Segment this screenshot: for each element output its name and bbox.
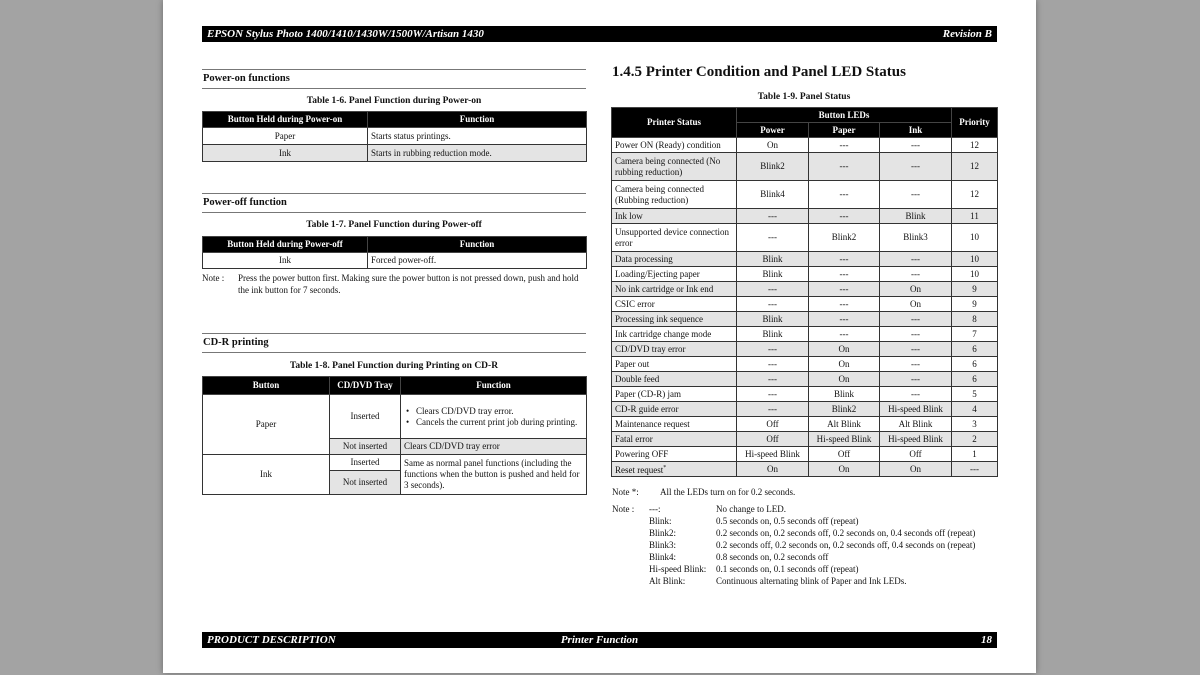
table-row xyxy=(612,252,998,267)
legend-desc: Continuous alternating blink of Paper and Ink LEDs. xyxy=(716,576,907,586)
table-row xyxy=(203,395,587,439)
cell-tray-not-inserted: Not inserted xyxy=(330,471,401,495)
section-heading-power-on: Power-on functions xyxy=(202,69,586,89)
cell-paper: Blink xyxy=(809,387,880,402)
cell-power: --- xyxy=(737,282,809,297)
cell-power: On xyxy=(737,462,809,477)
cell-paper: On xyxy=(809,462,880,477)
cell-function: Same as normal panel functions (including the functions when the button is pushed and held for 3 seconds). xyxy=(401,455,587,495)
legend-desc: 0.5 seconds on, 0.5 seconds off (repeat) xyxy=(716,516,859,526)
table-row xyxy=(612,181,998,209)
cell-paper: On xyxy=(809,372,880,387)
table-row xyxy=(612,282,998,297)
table-row xyxy=(203,455,587,471)
cell-ink: --- xyxy=(880,387,952,402)
cell-power: --- xyxy=(737,357,809,372)
cell-ink: On xyxy=(880,462,952,477)
cell-ink: On xyxy=(880,282,952,297)
cell-ink: --- xyxy=(880,252,952,267)
cell-power: Blink xyxy=(737,252,809,267)
cell-priority: 12 xyxy=(952,138,998,153)
cell-paper: On xyxy=(809,357,880,372)
legend-desc: 0.2 seconds on, 0.2 seconds off, 0.2 seconds on, 0.4 seconds off (repeat) xyxy=(716,528,976,538)
table-row xyxy=(612,224,998,252)
table-row xyxy=(612,153,998,181)
cell-paper: --- xyxy=(809,267,880,282)
cell-status: Fatal error xyxy=(612,432,737,447)
cell-status: CD-R guide error xyxy=(612,402,737,417)
cell-status: Camera being connected (Rubbing reduction) xyxy=(612,181,737,209)
cell-status: Processing ink sequence xyxy=(612,312,737,327)
table-row xyxy=(203,128,587,145)
cell-ink: Alt Blink xyxy=(880,417,952,432)
cell-status: Data processing xyxy=(612,252,737,267)
note-star-label: Note *: xyxy=(612,487,639,497)
cell-priority: 2 xyxy=(952,432,998,447)
cell-status: CD/DVD tray error xyxy=(612,342,737,357)
cell-priority: 10 xyxy=(952,252,998,267)
cell-priority: 7 xyxy=(952,327,998,342)
cell-priority: 12 xyxy=(952,181,998,209)
legend-term: Blink4: xyxy=(649,552,677,562)
note-text-power-off: Press the power button first. Making sure the power button is not pressed down, push and hold the ink button for 7 seconds. xyxy=(238,273,579,295)
cell-button-ink: Ink xyxy=(203,455,330,495)
table-row xyxy=(612,342,998,357)
page-header xyxy=(202,26,997,42)
cell-status: Camera being connected (No rubbing reduction) xyxy=(612,153,737,181)
cell-button: Ink xyxy=(203,253,368,269)
legend-term: Alt Blink: xyxy=(649,576,686,586)
table-panel-status xyxy=(611,107,998,477)
cell-power: Blink2 xyxy=(737,153,809,181)
cell-paper: Blink2 xyxy=(809,224,880,252)
cell-power: Hi-speed Blink xyxy=(737,447,809,462)
cell-priority: 5 xyxy=(952,387,998,402)
cell-ink: --- xyxy=(880,267,952,282)
cell-paper: --- xyxy=(809,282,880,297)
cell-power: --- xyxy=(737,372,809,387)
table-row xyxy=(612,462,998,477)
cell-ink: --- xyxy=(880,357,952,372)
legend-desc: 0.1 seconds on, 0.1 seconds off (repeat) xyxy=(716,564,859,574)
col-header-power: Power xyxy=(737,123,809,138)
col-header-button-leds: Button LEDs xyxy=(737,108,952,123)
header-product-title: EPSON Stylus Photo 1400/1410/1430W/1500W/Artisan 1430 xyxy=(207,28,484,40)
cell-paper: --- xyxy=(809,252,880,267)
legend-term: ---: xyxy=(649,504,661,514)
table-row xyxy=(612,297,998,312)
cell-priority: 6 xyxy=(952,342,998,357)
cell-priority: 1 xyxy=(952,447,998,462)
cell-power: --- xyxy=(737,209,809,224)
col-header-function: Function xyxy=(368,112,587,128)
cell-status: CSIC error xyxy=(612,297,737,312)
document-page xyxy=(163,0,1036,673)
cell-function-bullets xyxy=(401,395,587,439)
table-row xyxy=(203,145,587,162)
cell-paper: --- xyxy=(809,138,880,153)
table-row xyxy=(612,447,998,462)
table-row xyxy=(612,327,998,342)
cell-function: Starts in rubbing reduction mode. xyxy=(368,145,587,162)
footnote-marker: * xyxy=(663,464,667,471)
cell-ink: --- xyxy=(880,153,952,181)
cell-tray-not-inserted: Not inserted xyxy=(330,439,401,455)
cell-ink: --- xyxy=(880,181,952,209)
col-header-printer-status: Printer Status xyxy=(612,108,737,138)
cell-power: --- xyxy=(737,224,809,252)
cell-priority: 4 xyxy=(952,402,998,417)
table-power-off xyxy=(202,236,587,269)
cell-power: Blink xyxy=(737,327,809,342)
note-label: Note : xyxy=(612,504,635,514)
table-row xyxy=(612,357,998,372)
cell-priority: 10 xyxy=(952,224,998,252)
cell-status: No ink cartridge or Ink end xyxy=(612,282,737,297)
cell-paper: --- xyxy=(809,327,880,342)
cell-power: Blink xyxy=(737,267,809,282)
cell-function: Clears CD/DVD tray error xyxy=(401,439,587,455)
cell-paper: --- xyxy=(809,181,880,209)
legend-desc: 0.2 seconds off, 0.2 seconds on, 0.2 seconds off, 0.4 seconds on (repeat) xyxy=(716,540,976,550)
cell-button: Paper xyxy=(203,128,368,145)
table-row xyxy=(203,253,587,269)
table-1-7-caption: Table 1-7. Panel Function during Power-off xyxy=(306,220,482,230)
cell-power: Off xyxy=(737,432,809,447)
cell-ink: Hi-speed Blink xyxy=(880,432,952,447)
cell-status: Ink low xyxy=(612,209,737,224)
col-header-button-held: Button Held during Power-on xyxy=(203,112,368,128)
cell-tray-inserted: Inserted xyxy=(330,455,401,471)
cell-status: Loading/Ejecting paper xyxy=(612,267,737,282)
cell-paper: On xyxy=(809,342,880,357)
cell-priority: --- xyxy=(952,462,998,477)
cell-power: Blink xyxy=(737,312,809,327)
cell-function: Starts status printings. xyxy=(368,128,587,145)
table-1-8-caption: Table 1-8. Panel Function during Printing on CD-R xyxy=(289,361,499,371)
col-header-priority: Priority xyxy=(952,108,998,138)
cell-power: --- xyxy=(737,402,809,417)
cell-priority: 6 xyxy=(952,357,998,372)
note-label: Note : xyxy=(202,273,225,283)
cell-button: Ink xyxy=(203,145,368,162)
cell-priority: 9 xyxy=(952,297,998,312)
legend-desc: No change to LED. xyxy=(716,504,786,514)
status-text: Reset request xyxy=(615,464,664,475)
bullet-item: • Clears CD/DVD tray error. xyxy=(416,406,583,417)
cell-power: --- xyxy=(737,297,809,312)
legend-term: Blink3: xyxy=(649,540,677,550)
legend-term: Hi-speed Blink: xyxy=(649,564,707,574)
cell-paper: Blink2 xyxy=(809,402,880,417)
cell-ink: --- xyxy=(880,312,952,327)
cell-ink: --- xyxy=(880,138,952,153)
cell-power: Off xyxy=(737,417,809,432)
cell-power: --- xyxy=(737,387,809,402)
cell-power: On xyxy=(737,138,809,153)
cell-priority: 3 xyxy=(952,417,998,432)
table-row xyxy=(612,138,998,153)
cell-ink: --- xyxy=(880,372,952,387)
cell-status: Powering OFF xyxy=(612,447,737,462)
col-header-ink: Ink xyxy=(880,123,952,138)
cell-paper: --- xyxy=(809,297,880,312)
cell-status: Power ON (Ready) condition xyxy=(612,138,737,153)
cell-paper: Alt Blink xyxy=(809,417,880,432)
cell-priority: 8 xyxy=(952,312,998,327)
cell-paper: --- xyxy=(809,153,880,181)
cell-ink: Blink3 xyxy=(880,224,952,252)
header-revision: Revision B xyxy=(942,28,992,40)
footer-section: Printer Function xyxy=(560,634,639,646)
cell-ink: --- xyxy=(880,327,952,342)
cell-paper: --- xyxy=(809,312,880,327)
legend-term: Blink: xyxy=(649,516,672,526)
footer-chapter: PRODUCT DESCRIPTION xyxy=(207,634,336,646)
table-row xyxy=(612,312,998,327)
section-heading-cdr-printing: CD-R printing xyxy=(202,333,586,353)
col-header-tray: CD/DVD Tray xyxy=(330,377,401,395)
col-header-paper: Paper xyxy=(809,123,880,138)
table-row xyxy=(612,432,998,447)
table-row xyxy=(612,267,998,282)
col-header-function: Function xyxy=(368,237,587,253)
note-star-text: All the LEDs turn on for 0.2 seconds. xyxy=(660,487,796,497)
cell-ink: On xyxy=(880,297,952,312)
cell-status: Paper (CD-R) jam xyxy=(612,387,737,402)
cell-tray-inserted: Inserted xyxy=(330,395,401,439)
cell-priority: 9 xyxy=(952,282,998,297)
legend-term: Blink2: xyxy=(649,528,677,538)
cell-priority: 6 xyxy=(952,372,998,387)
cell-power: Blink4 xyxy=(737,181,809,209)
table-row xyxy=(612,417,998,432)
cell-status: Double feed xyxy=(612,372,737,387)
footer-page-number: 18 xyxy=(981,634,992,646)
cell-status: Maintenance request xyxy=(612,417,737,432)
cell-ink: Hi-speed Blink xyxy=(880,402,952,417)
cell-ink: Off xyxy=(880,447,952,462)
table-1-6-caption: Table 1-6. Panel Function during Power-on xyxy=(306,96,482,106)
cell-paper: Hi-speed Blink xyxy=(809,432,880,447)
section-heading-power-off: Power-off function xyxy=(202,193,586,213)
section-title: 1.4.5 Printer Condition and Panel LED Status xyxy=(612,64,906,80)
cell-button-paper: Paper xyxy=(203,395,330,455)
col-header-button-held: Button Held during Power-off xyxy=(203,237,368,253)
cell-function: Forced power-off. xyxy=(368,253,587,269)
table-row xyxy=(612,209,998,224)
table-cdr-printing xyxy=(202,376,587,495)
table-power-on xyxy=(202,111,587,162)
cell-priority: 12 xyxy=(952,153,998,181)
cell-power: --- xyxy=(737,342,809,357)
cell-status xyxy=(612,462,737,477)
table-row xyxy=(612,372,998,387)
cell-status: Unsupported device connection error xyxy=(612,224,737,252)
legend-desc: 0.8 seconds on, 0.2 seconds off xyxy=(716,552,829,562)
cell-priority: 11 xyxy=(952,209,998,224)
cell-ink: Blink xyxy=(880,209,952,224)
cell-status: Ink cartridge change mode xyxy=(612,327,737,342)
bullet-item: • Cancels the current print job during printing. xyxy=(416,417,583,428)
table-1-9-caption: Table 1-9. Panel Status xyxy=(757,92,851,102)
cell-ink: --- xyxy=(880,342,952,357)
col-header-function: Function xyxy=(401,377,587,395)
cell-status: Paper out xyxy=(612,357,737,372)
cell-paper: Off xyxy=(809,447,880,462)
page-footer xyxy=(202,632,997,648)
cell-paper: --- xyxy=(809,209,880,224)
table-row xyxy=(612,387,998,402)
table-row xyxy=(612,402,998,417)
cell-priority: 10 xyxy=(952,267,998,282)
col-header-button: Button xyxy=(203,377,330,395)
